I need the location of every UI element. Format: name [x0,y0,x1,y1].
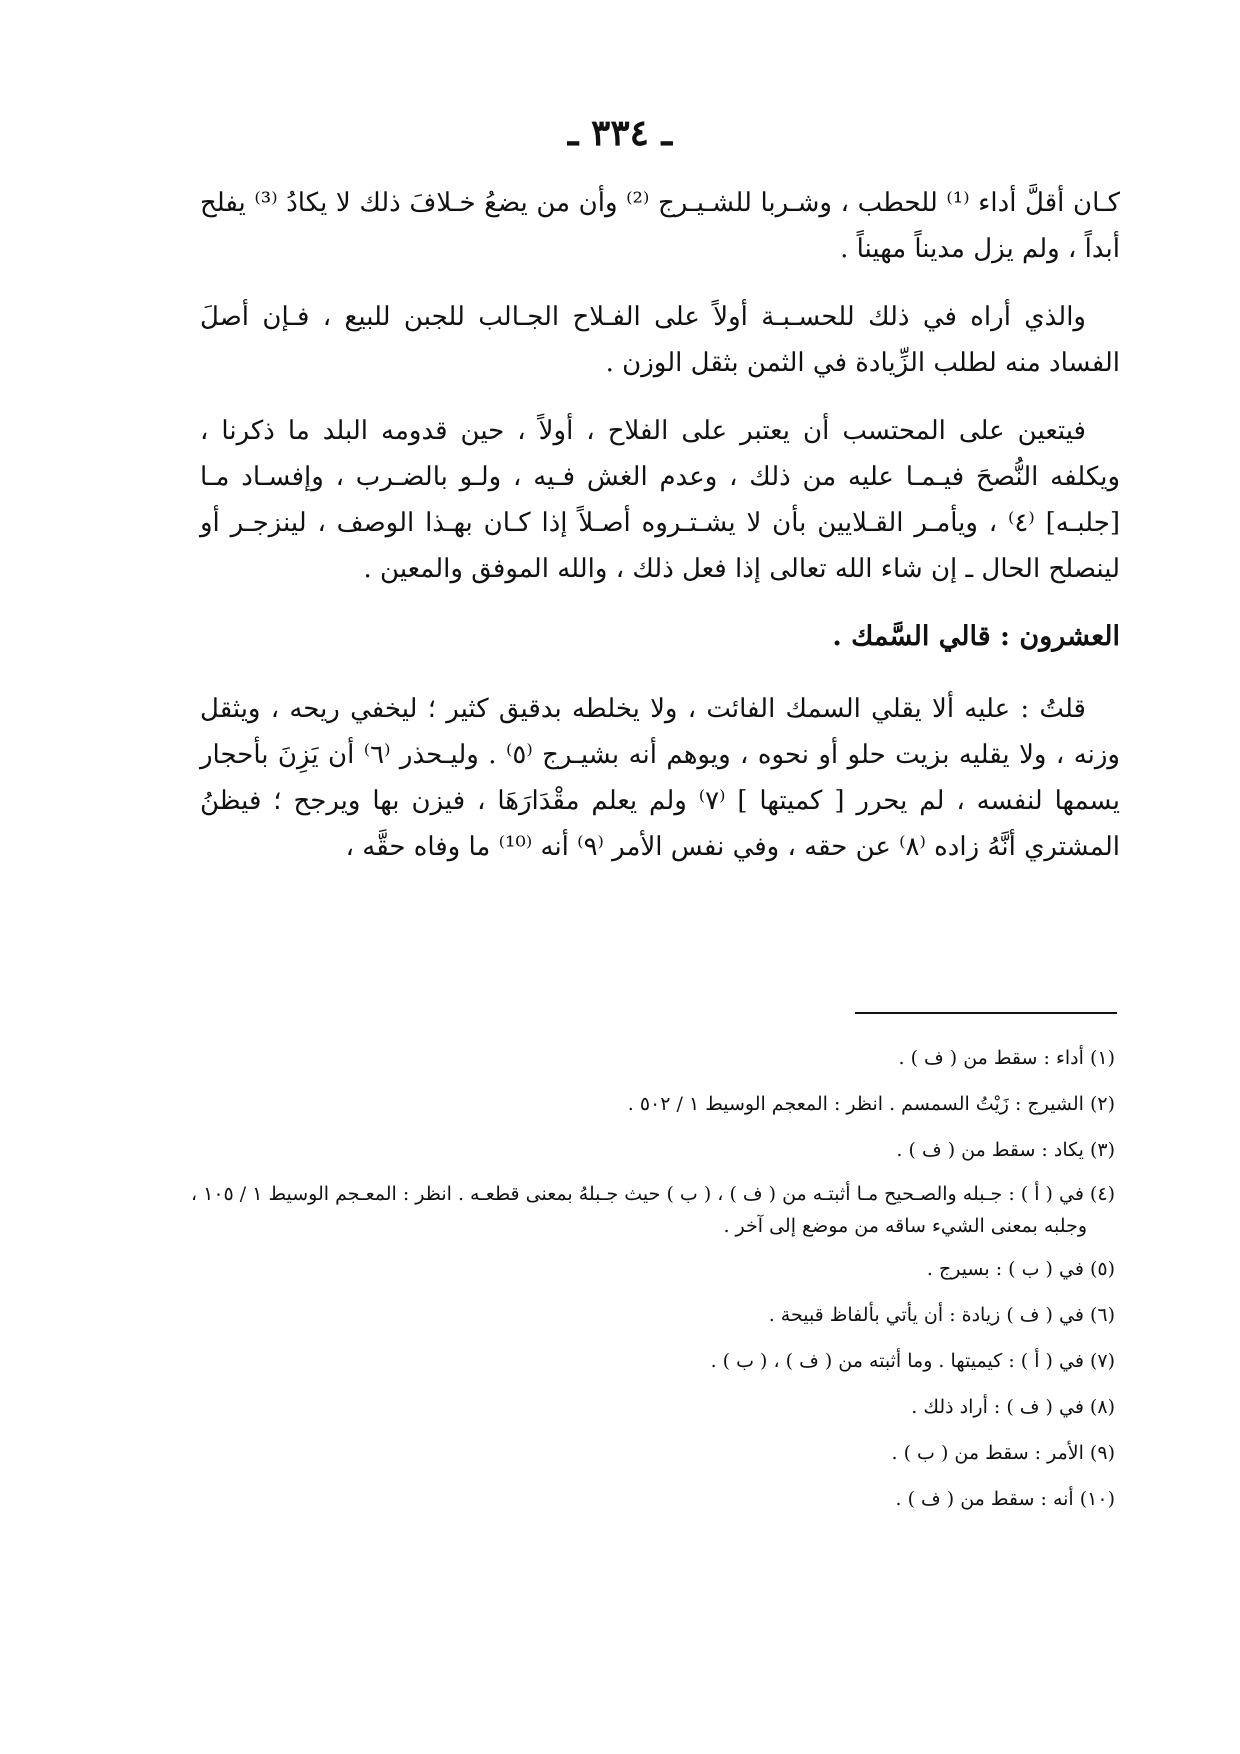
footnote-4: (٤) في ( أ ) : جـبله والصـحيح مـا أثبتـه من ( ف ) ، ( ب ) حيث جـبلهُ بمعنى قطعـه . انظر : المعـجم الوسيط ١ / ١٠٥ ، وجلبه بمعنى الشيء ساقه من موضع إلى آخر . [190,1183,1115,1237]
page-number: ـ ٣٣٤ ـ [567,112,673,154]
footnote-divider [855,1012,1117,1014]
paragraph-4: قلتُ : عليه ألا يقلي السمك الفائت ، ولا يخلطه بدقيق كثير ؛ ليخفي ريحه ، ويثقل وزنه ، ولا يقليه بزيت حلو أو نحوه ، ويوهم أنه بشيـرج ⁽٥⁾ . وليـحذر ⁽٦⁾ أن يَزِنَ بأحجار يسمها لنفسه ، لم يحرر [ كميتها ] ⁽٧⁾ ولم يعلم مقْدَارَهَا ، فيزن بها ويرجح ؛ فيظنُ المشتري أنَّهُ زاده ⁽٨⁾ عن حقه ، وفي نفس الأمر ⁽٩⁾ أنه ⁽¹⁰⁾ ما وفاه حقَّه ، [200,694,1120,862]
footnote-5: (٥) في ( ب ) : بسيرج . [926,1258,1115,1280]
footnotes [190,1040,1115,1527]
footnote-9: (٩) الأمر : سقط من ( ب ) . [891,1442,1115,1464]
paragraph-3: فيتعين على المحتسب أن يعتبر على الفلاح ، أولاً ، حين قدومه البلد ما ذكرنا ، ويكلفه النُّصحَ فيـمـا عليه من ذلك ، وعدم الغش فـيه ، ولـو بالضـرب ، وإفسـاد مـا [جلبـه] ⁽٤⁾ ، ويأمـر القـلايين بأن لا يشـتـروه أصـلاً إذا كـان بهـذا الوصف ، لينزجـر أو لينصلح الحال ـ إن شاء الله تعالى إذا فعل ذلك ، والله الموفق والمعين . [200,416,1120,584]
paragraph-2: والذي أراه في ذلك للحسـبـة أولاً على الفـلاح الجـالب للجبن للبيع ، فـإن أصلَ الفساد منه لطلب الزِّيادة في الثمن بثقل الوزن . [200,302,1120,378]
main-text [200,180,1120,892]
footnote-7: (٧) في ( أ ) : كيميتها . وما أثبته من ( ف ) ، ( ب ) . [710,1350,1115,1372]
footnote-1: (١) أداء : سقط من ( ف ) . [898,1047,1115,1069]
footnote-3: (٣) يكاد : سقط من ( ف ) . [896,1139,1115,1161]
footnote-8: (٨) في ( ف ) : أراد ذلك . [911,1396,1115,1418]
paragraph-1: كـان أقلَّ أداء ⁽¹⁾ للحطب ، وشـربا للشـيـرج ⁽²⁾ وأن من يضعُ خـلافَ ذلك لا يكادُ ⁽³⁾ يفلح أبداً ، ولم يزل مديناً مهيناً . [200,188,1120,264]
footnote-2: (٢) الشيرج : زَيْتُ السمسم . انظر : المعجم الوسيط ١ / ٥٠٢ . [627,1093,1115,1115]
section-heading: العشرون : قالي السَّمك . [832,621,1120,652]
footnote-10: (١٠) أنه : سقط من ( ف ) . [895,1488,1115,1510]
footnote-6: (٦) في ( ف ) زيادة : أن يأتي بألفاظ قبيحة . [768,1304,1115,1326]
